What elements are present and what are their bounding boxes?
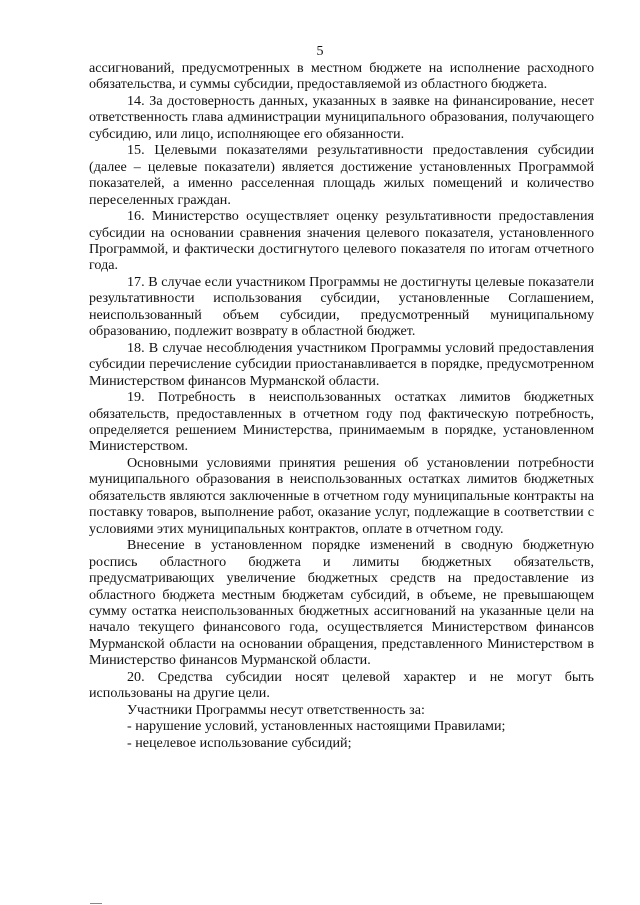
paragraph-14: 14. За достоверность данных, указанных в заявке на финансирование, несет ответственность глава администрации муниципального образования, получающего субсидию, или лицо, исполняющее его обязанности.	[89, 92, 594, 142]
paragraph-budget-changes: Внесение в установленном порядке изменений в сводную бюджетную роспись областного бюджета и лимиты бюджетных обязательств, предусматривающих увеличение бюджетных средств на предоставление из областного бюджета местным бюджетам субсидий, в объеме, не превышающем сумму остатка неиспользованных бюджетных ассигнований на указанные цели на начало текущего финансового года, осуществляется Министерством финансов Мурманской области на основании обращения, представленного Министерством в Министерство финансов Мурманской области.	[89, 537, 594, 669]
paragraph-responsibility: Участники Программы несут ответственность за:	[127, 701, 425, 718]
list-item-misuse: - нецелевое использование субсидий;	[127, 734, 352, 751]
paragraph-16: 16. Министерство осуществляет оценку результативности предоставления субсидии на основании сравнения значения целевого показателя, установленного Программой, и фактически достигнутого целевого показателя по итогам отчетного года.	[89, 208, 594, 274]
page-number: 5	[316, 44, 324, 59]
paragraph-continuation: ассигнований, предусмотренных в местном бюджете на исполнение расходного обязательства, и суммы субсидии, предоставляемой из областного бюджета.	[89, 60, 594, 93]
paragraph-conditions: Основными условиями принятия решения об установлении потребности муниципального образования в неиспользованных остатках лимитов бюджетных обязательств являются заключенные в отчетном году муниципальные контракты на поставку товаров, выполнение работ, оказание услуг, подлежащие в соответствии с условиями этих муниципальных контрактов, оплате в отчетном году.	[89, 454, 594, 537]
document-body	[89, 60, 594, 751]
paragraph-19: 19. Потребность в неиспользованных остатках лимитов бюджетных обязательств, предоставленных в отчетном году под фактическую потребность, определяется решением Министерства, принимаемым в порядке, установленном Министерством.	[89, 389, 594, 455]
paragraph-20: 20. Средства субсидии носят целевой характер и не могут быть использованы на другие цели.	[89, 668, 594, 702]
paragraph-15: 15. Целевыми показателями результативности предоставления субсидии (далее – целевые показатели) является достижение установленных Программой показателей, а именно расселенная площадь жилых помещений и количество переселенных граждан.	[89, 142, 594, 208]
paragraph-17: 17. В случае если участником Программы не достигнуты целевые показатели результативности использования субсидии, установленные Соглашением, неиспользованный объем субсидии, предусмотренный муниципальному образованию, подлежит возврату в областной бюджет.	[89, 273, 594, 340]
scan-mark	[90, 903, 102, 904]
paragraph-18: 18. В случае несоблюдения участником Программы условий предоставления субсидии перечисление субсидии приостанавливается в порядке, предусмотренном Министерством финансов Мурманской области.	[89, 339, 594, 389]
list-item-violation: - нарушение условий, установленных настоящими Правилами;	[127, 718, 506, 735]
